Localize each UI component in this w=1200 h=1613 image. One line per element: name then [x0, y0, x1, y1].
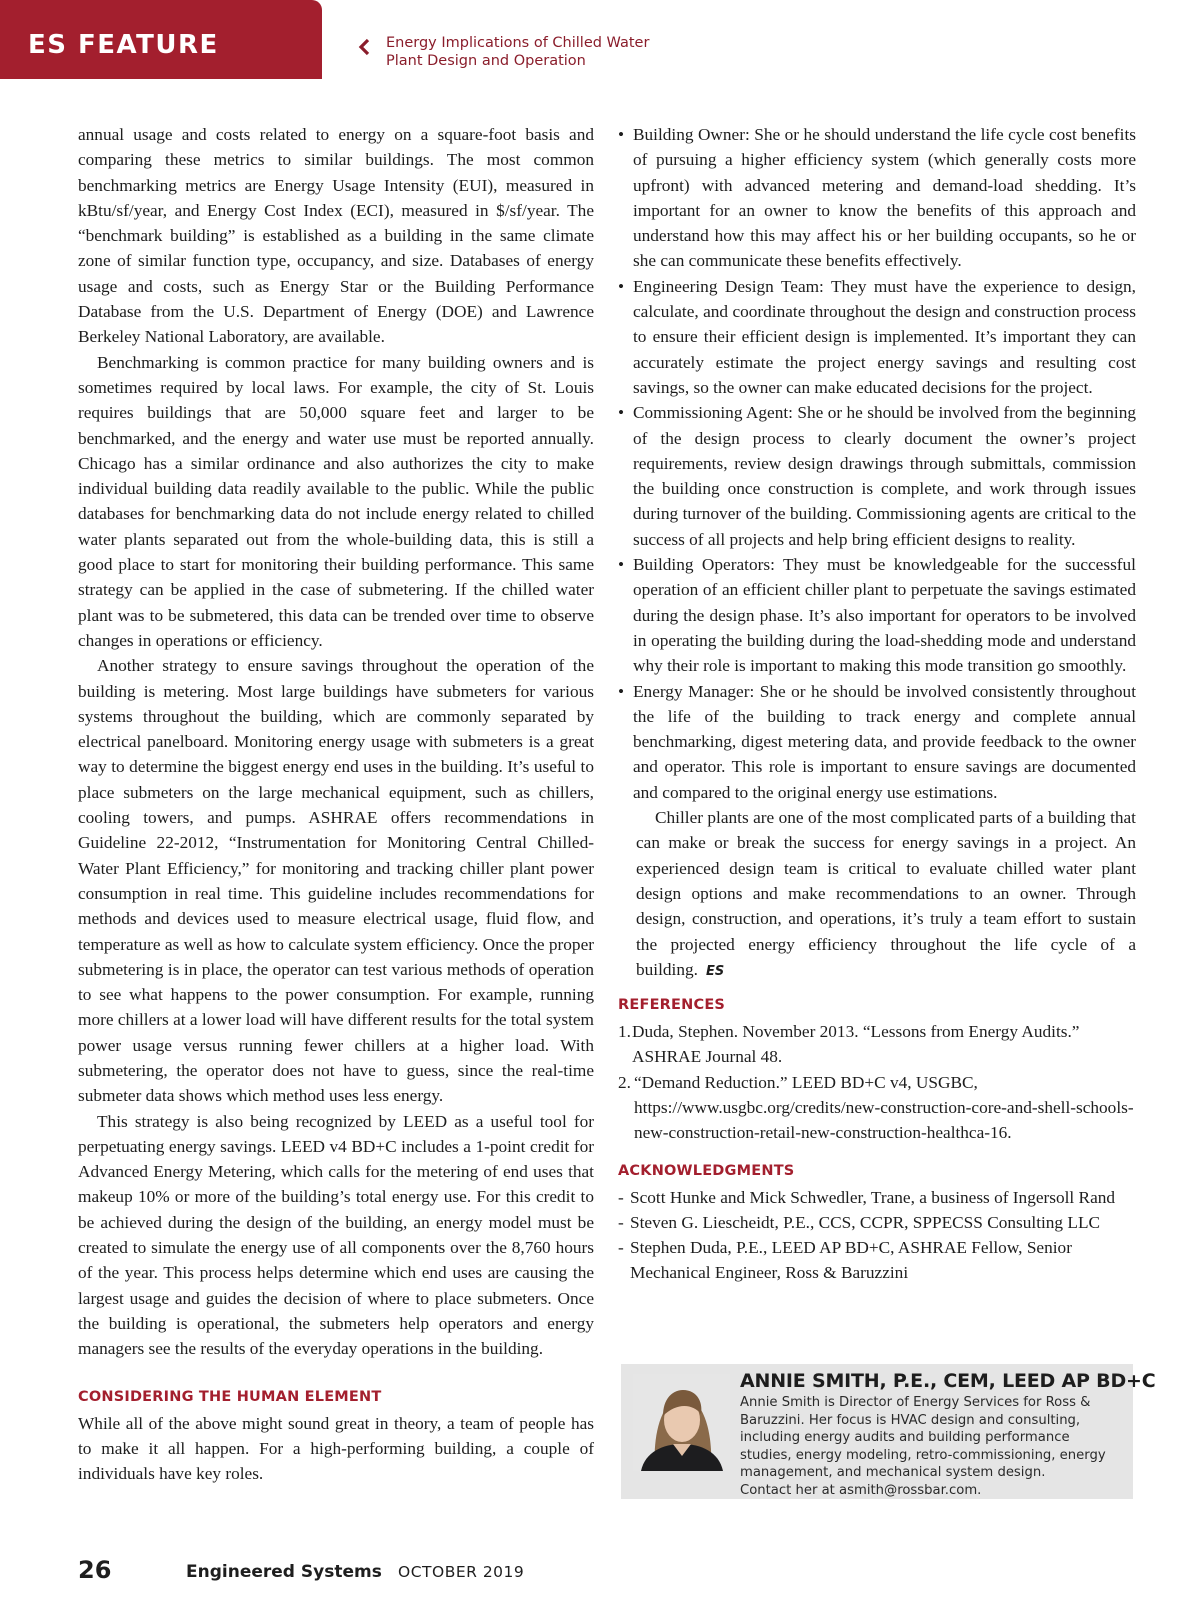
reference-number: 1.	[618, 1022, 631, 1042]
key-roles-list	[618, 122, 1136, 805]
body-paragraph: annual usage and costs related to energy on a square-foot basis and comparing these metrics to similar buildings. The most common benchmarking metrics are Energy Usage Intensity (EUI), measured in kBtu/sf/year, and Energy Cost Index (ECI), measured in $/sf/year. The “benchmark building” is established as a building in the same climate zone of similar function type, occupancy, and size. Databases of energy usage and costs, such as Energy Star or the Building Performance Database from the U.S. Department of Energy (DOE) and Lawrence Berkeley National Laboratory, are available.	[78, 125, 594, 347]
section-heading-human-element: CONSIDERING THE HUMAN ELEMENT	[78, 1388, 382, 1405]
body-paragraph: Benchmarking is common practice for many building owners and is sometimes required by local laws. For example, the city of St. Louis requires buildings that are 50,000 square feet and larger to be benchmarked, and the energy and water use must be reported annually. Chicago has a similar ordinance and also authorizes the city to make individual building data readily available to the public. While the public databases for benchmarking data do not include energy related to chilled water plants separated out from the whole-building data, this is still a good place to start for monitoring their building performance. This same strategy can be applied in the case of submetering. If the chilled water plant was to be submetered, this data can be trended over time to observe changes in operations or efficiency.	[78, 352, 594, 650]
closing-paragraph	[618, 805, 1136, 984]
issue-date: OCTOBER 2019	[398, 1563, 525, 1581]
author-description	[740, 1394, 1120, 1499]
reference-item	[618, 1070, 1136, 1146]
list-item: • Building Operators: They must be knowledgeable for the successful operation of an efficient chiller plant to perpetuate the savings estimated during the design phase. It’s also important for operators to be involved in operating the building during the load-shedding mode and understand why their role is important to making this mode transition go smoothly.	[618, 552, 1136, 678]
list-item: • Energy Manager: She or he should be involved consistently throughout the life of the building to track energy and complete annual benchmarking, digest metering data, and provide feedback to the owner and operator. This role is important to ensure savings are documented and compared to the original energy use estimations.	[618, 679, 1136, 805]
magazine-name: Engineered Systems	[186, 1562, 382, 1582]
right-column	[618, 122, 1136, 1286]
acknowledgment-text: Stephen Duda, P.E., LEED AP BD+C, ASHRAE Fellow, Senior Mechanical Engineer, Ross & Baruzzini	[630, 1238, 1072, 1283]
acknowledgment-item: - Stephen Duda, P.E., LEED AP BD+C, ASHRAE Fellow, Senior Mechanical Engineer, Ross & Baruzzini	[618, 1235, 1136, 1286]
page-number: 26	[78, 1556, 112, 1584]
acknowledgment-text: Scott Hunke and Mick Schwedler, Trane, a business of Ingersoll Rand	[630, 1187, 1116, 1207]
section-tab-label: ES FEATURE	[28, 30, 219, 60]
acknowledgment-text: Steven G. Liescheidt, P.E., CCS, CCPR, SPPECSS Consulting LLC	[630, 1212, 1101, 1232]
left-column	[78, 122, 594, 1486]
acknowledgment-item: - Scott Hunke and Mick Schwedler, Trane, a business of Ingersoll Rand	[618, 1185, 1136, 1210]
list-item: • Building Owner: She or he should understand the life cycle cost benefits of pursuing a higher efficiency system (which generally costs more upfront) with advanced metering and demand-load shedding. It’s important for an owner to know the benefits of this approach and understand how this may affect his or her building occupants, so he or she can communicate these benefits effectively.	[618, 122, 1136, 274]
references-section	[618, 994, 1136, 1145]
references-heading: REFERENCES	[618, 997, 726, 1014]
author-photo	[633, 1374, 730, 1471]
end-mark: ES	[705, 963, 725, 979]
list-item: • Engineering Design Team: They must have the experience to design, calculate, and coordinate throughout the design and construction process to ensure their efficient design is implemented. It’s important they can accurately estimate the project energy savings and resulting cost savings, so the owner can make educated decisions for the project.	[618, 274, 1136, 400]
list-item: • Commissioning Agent: She or he should be involved from the beginning of the design process to clearly document the owner’s project requirements, review design drawings through submittals, commission the building once construction is complete, and work through issues during turnover of the building. Commissioning agents are critical to the success of all projects and help bring efficient designs to reality.	[618, 400, 1136, 552]
reference-item	[618, 1019, 1136, 1070]
closing-text: Chiller plants are one of the most complicated parts of a building that can make or break the success for energy savings in a project. An experienced design team is critical to evaluate chilled water plant design options and make recommendations to an owner. Through design, construction, and operations, it’s truly a team effort to sustain the projected energy efficiency throughout the life cycle of a building.	[636, 808, 1136, 979]
chevron-left-icon[interactable]	[356, 38, 374, 56]
body-paragraph: Another strategy to ensure savings throughout the operation of the building is metering. Most large buildings have submeters for various systems throughout the building, which are commonly separated by electrical panelboard. Monitoring energy usage with submeters is a great way to determine the biggest energy end uses in the building. It’s useful to place submeters on the large mechanical equipment, such as chillers, cooling towers, and pumps. ASHRAE offers recommendations in Guideline 22-2012, “Instrumentation for Monitoring Central Chilled-Water Plant Efficiency,” for monitoring and tracking chiller plant power consumption in real time. This guideline includes recommendations for methods and devices used to measure electrical usage, fluid flow, and temperature as well as how to calculate system efficiency. Once the proper submetering is in place, the operator can test various methods of operation to see what happens to the power consumption. For example, running more chillers at a lower load will have different results for the total system power usage versus running fewer chillers at a higher load. With submetering, the operator does not have to guess, since the real-time submeter data shows which method uses less energy.	[78, 656, 594, 1106]
reference-text: Duda, Stephen. November 2013. “Lessons from Energy Audits.” ASHRAE Journal 48.	[632, 1022, 1080, 1067]
acknowledgments-section	[618, 1160, 1136, 1286]
author-description-text: Annie Smith is Director of Energy Services for Ross & Baruzzini. Her focus is HVAC design and consulting, including energy audits and building performance studies, energy modeling, retro-commissioning, energy management, and mechanical system design.	[740, 1395, 1106, 1480]
author-contact[interactable]: Contact her at asmith@rossbar.com.	[740, 1482, 982, 1498]
body-paragraph: This strategy is also being recognized by LEED as a useful tool for perpetuating energy savings. LEED v4 BD+C includes a 1-point credit for Advanced Energy Metering, which calls for the metering of end uses that makeup 10% or more of the building’s total energy use. For this credit to be achieved during the design of the building, an energy model must be created to simulate the energy use of all components over the 8,760 hours of the year. This process helps determine which end uses are causing the largest usage and guides the decision of where to place submeters. Once the building is operational, the submeters help operators and energy managers see the results of the everyday operations in the building.	[78, 1111, 594, 1359]
author-name: ANNIE SMITH, P.E., CEM, LEED AP BD+C	[740, 1370, 1156, 1392]
author-bio-box	[621, 1364, 1156, 1499]
acknowledgments-heading: ACKNOWLEDGMENTS	[618, 1162, 795, 1179]
body-paragraph: While all of the above might sound great in theory, a team of people has to make it all happen. For a high-performing building, a couple of individuals have key roles.	[78, 1413, 594, 1484]
acknowledgment-item: - Steven G. Liescheidt, P.E., CCS, CCPR, SPPECSS Consulting LLC	[618, 1210, 1136, 1235]
reference-text[interactable]: “Demand Reduction.” LEED BD+C v4, USGBC, https://www.usgbc.org/credits/new-construction-core-and-shell-schools-new-construction-retail-new-construction-healthca-16.	[634, 1072, 1134, 1143]
article-back-link[interactable]: Energy Implications of Chilled Water Plant Design and Operation	[386, 35, 650, 69]
reference-number: 2.	[618, 1072, 631, 1092]
section-tab	[0, 0, 322, 79]
